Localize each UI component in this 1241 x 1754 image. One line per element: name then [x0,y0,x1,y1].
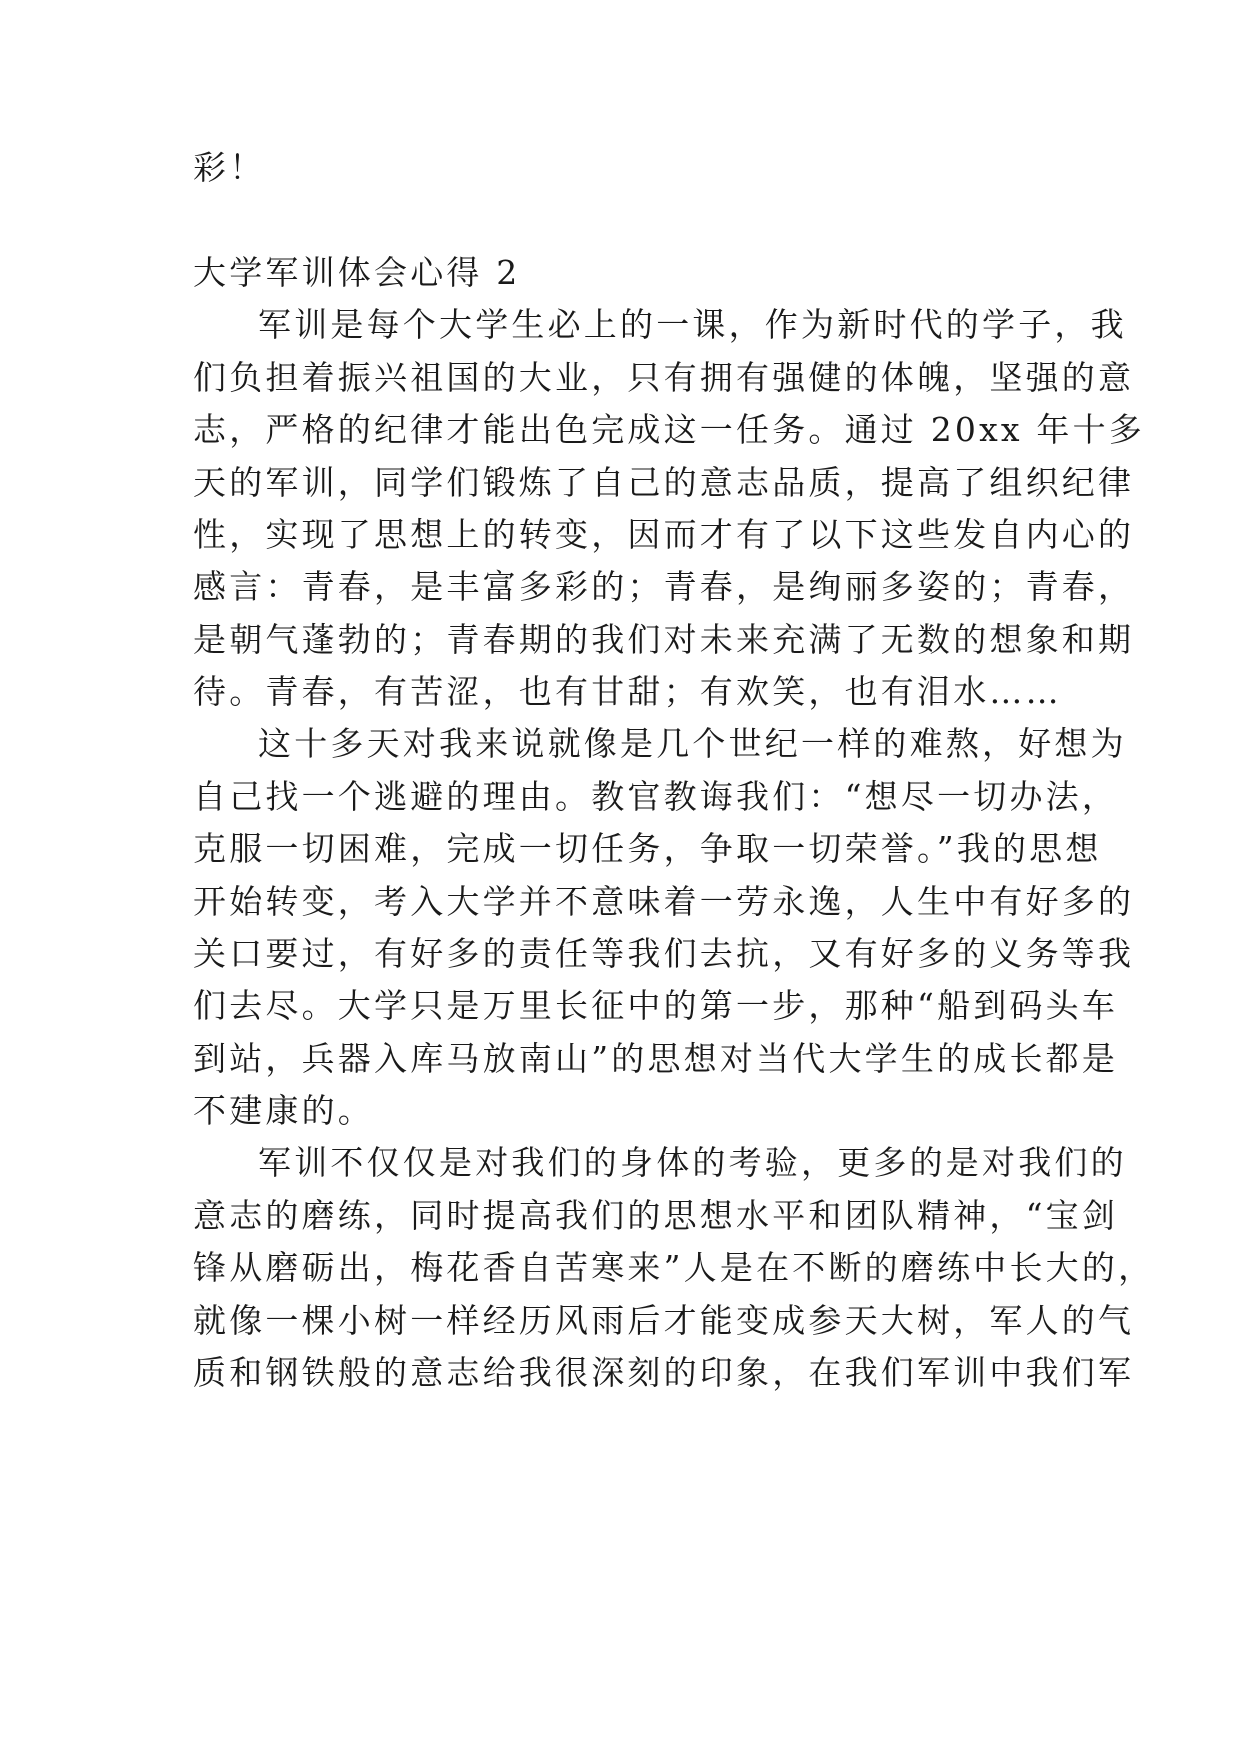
paragraph-line: 们去尽。大学只是万里长征中的第一步，那种“船到码头车 [193,986,1119,1025]
paragraph-line: 自己找一个逃避的理由。教官教诲我们：“想尽一切办法， [193,777,1119,816]
paragraph-line: 天的军训，同学们锻炼了自己的意志品质，提高了组织纪律 [193,463,1135,502]
paragraph-line: 是朝气蓬勃的；青春期的我们对未来充满了无数的想象和期 [193,620,1135,659]
paragraph-line: 意志的磨练，同时提高我们的思想水平和团队精神，“宝剑 [193,1196,1119,1235]
paragraph-line: 不建康的。 [193,1091,374,1130]
section-heading: 大学军训体会心得 2 [193,253,521,292]
paragraph-line: 关口要过，有好多的责任等我们去抗，又有好多的义务等我 [193,934,1135,973]
paragraph-line: 就像一棵小树一样经历风雨后才能变成参天大树，军人的气 [193,1301,1135,1340]
paragraph-line: 开始转变，考入大学并不意味着一劳永逸，人生中有好多的 [193,882,1135,921]
paragraph-line: 克服一切困难，完成一切任务，争取一切荣誉。”我的思想 [193,829,1102,868]
paragraph-line: 到站，兵器入库马放南山”的思想对当代大学生的成长都是 [193,1039,1119,1078]
paragraph-line: 锋从磨砺出，梅花香自苦寒来”人是在不断的磨练中长大的， [193,1248,1155,1287]
paragraph-line: 感言：青春，是丰富多彩的；青春，是绚丽多姿的；青春， [193,567,1135,606]
paragraph-line: 这十多天对我来说就像是几个世纪一样的难熬，好想为 [258,724,1127,763]
paragraph-line: 军训不仅仅是对我们的身体的考验，更多的是对我们的 [258,1143,1127,1182]
paragraph-line: 待。青春，有苦涩，也有甘甜；有欢笑，也有泪水…… [193,672,1062,711]
paragraph-line: 志，严格的纪律才能出色完成这一任务。通过 20xx 年十多 [193,410,1145,449]
paragraph-line: 军训是每个大学生必上的一课，作为新时代的学子，我 [258,305,1127,344]
top-fragment: 彩！ [193,148,266,187]
paragraph-line: 性，实现了思想上的转变，因而才有了以下这些发自内心的 [193,515,1135,554]
paragraph-line: 们负担着振兴祖国的大业，只有拥有强健的体魄，坚强的意 [193,358,1135,397]
paragraph-line: 质和钢铁般的意志给我很深刻的印象，在我们军训中我们军 [193,1353,1135,1392]
